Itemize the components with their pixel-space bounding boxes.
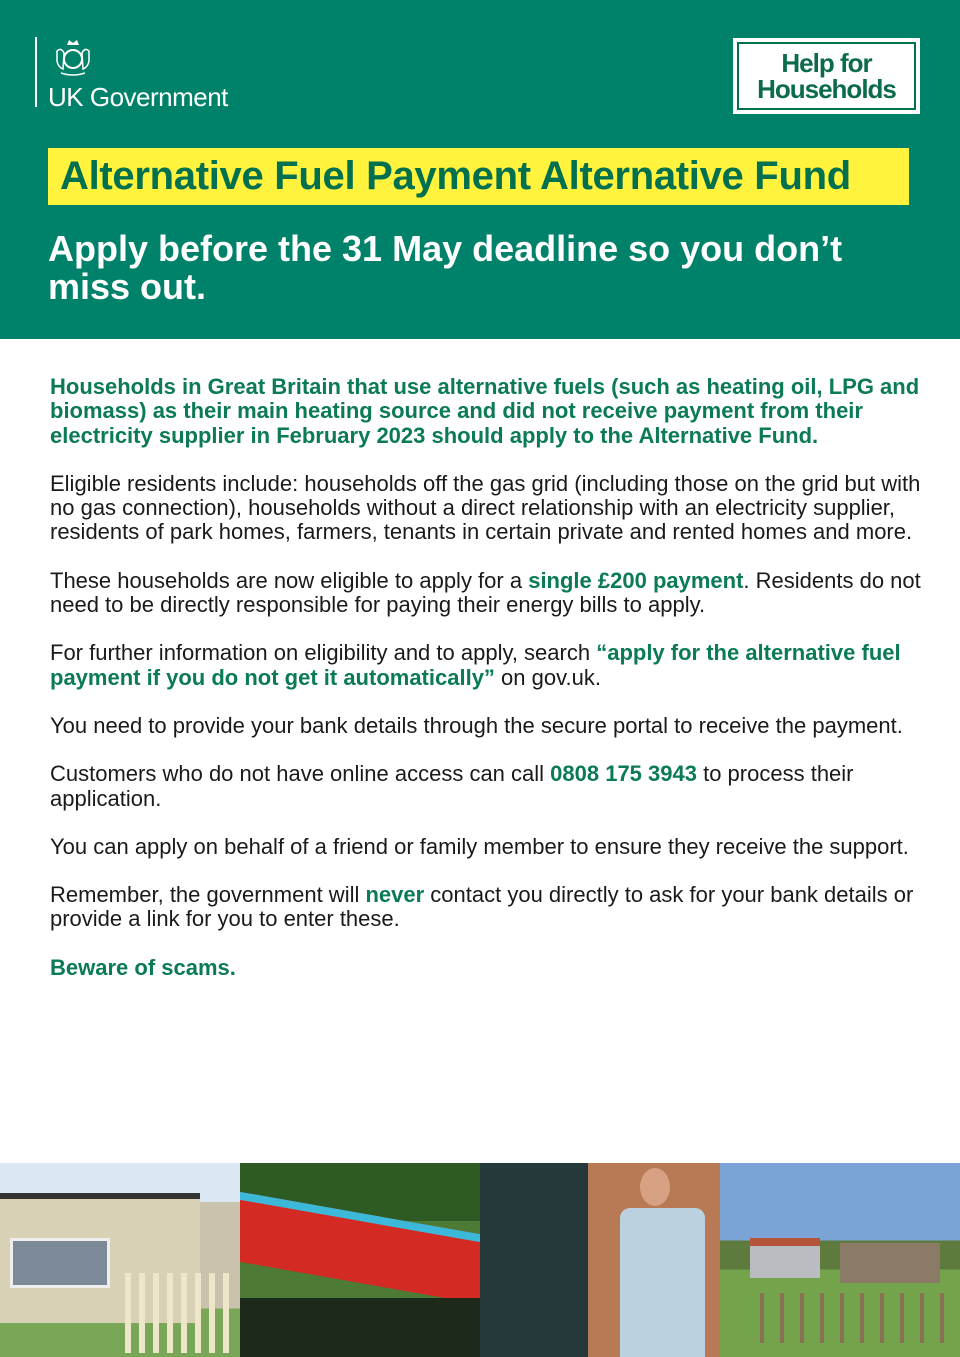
lead-paragraph: Households in Great Britain that use alternative fuels (such as heating oil, LPG and biomass) as their main heating source and did not receive payment from their electricity supplier in February 2023 should apply to the Alternative Fund. <box>50 374 920 448</box>
farm-photo <box>720 1163 960 1357</box>
search-phrase: “apply for the alternative fuel payment if you do not get it automatically” <box>50 640 901 690</box>
info-paragraph <box>50 641 930 690</box>
bank-paragraph: You need to provide your bank details through the secure portal to receive the payment. <box>50 712 903 738</box>
org-name: UK Government <box>48 82 228 112</box>
text: to process their application. <box>50 761 854 811</box>
text: These households are now eligible to apply for a <box>50 567 529 593</box>
call-paragraph <box>50 762 930 811</box>
text: Customers who do not have online access can call <box>50 761 551 787</box>
text: For further information on eligibility and to apply, search <box>50 640 597 666</box>
body-text <box>50 375 930 1004</box>
never-paragraph <box>50 883 930 932</box>
header-banner <box>0 0 960 339</box>
text: Remember, the government will <box>50 882 366 908</box>
payment-paragraph <box>50 569 930 618</box>
badge-line-2: Households <box>757 74 896 104</box>
park-home-photo <box>0 1163 240 1357</box>
scam-warning: Beware of scams. <box>50 954 236 980</box>
payment-amount: single £200 payment <box>528 567 744 593</box>
behalf-paragraph: You can apply on behalf of a friend or family member to ensure they receive the support. <box>50 833 909 859</box>
oil-tank-man-photo <box>480 1163 720 1357</box>
narrowboat-photo <box>240 1163 480 1357</box>
text: contact you directly to ask for your bank details or provide a link for you to enter these. <box>50 882 914 932</box>
eligibility-paragraph: Eligible residents include: households off the gas grid (including those on the grid but with no gas connection), households without a direct relationship with an electricity supplier, residents of park homes, farmers, tenants in certain private and rented homes and more. <box>50 470 921 545</box>
subtitle: Apply before the 31 May deadline so you don’t miss out. <box>48 228 843 307</box>
photo-strip <box>0 1163 960 1357</box>
royal-crest-icon <box>49 37 97 77</box>
never-emphasis: never <box>365 882 425 908</box>
text: . Residents do not need to be directly responsible for paying their energy bills to apply. <box>50 567 921 618</box>
page-title: Alternative Fuel Payment Alternative Fund <box>48 148 909 205</box>
help-for-households-badge <box>733 38 920 114</box>
text: on gov.uk. <box>494 664 601 690</box>
phone-number: 0808 175 3943 <box>550 761 697 787</box>
badge-line-1: Help for <box>781 48 872 78</box>
